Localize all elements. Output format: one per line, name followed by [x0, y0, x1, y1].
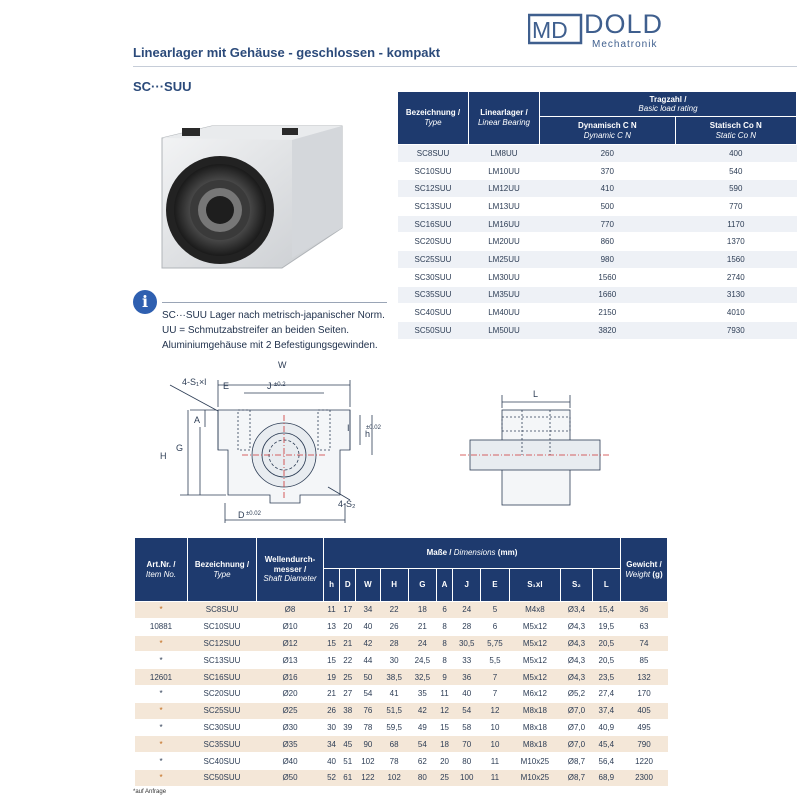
table-cell: 7	[481, 685, 509, 702]
table-cell: 11	[436, 685, 452, 702]
table-cell: *	[135, 769, 188, 786]
table-cell: 500	[540, 198, 676, 216]
table-cell: SC50SUU	[188, 769, 257, 786]
table-cell: 49	[408, 719, 436, 736]
col-dim: h	[324, 569, 340, 602]
table-cell: 102	[356, 753, 380, 770]
table-cell: 22	[380, 602, 408, 619]
table-cell: 410	[540, 180, 676, 198]
table-cell: Ø8	[257, 602, 324, 619]
table-cell: Ø16	[257, 669, 324, 686]
table-cell: 34	[356, 602, 380, 619]
table-cell: 25	[436, 769, 452, 786]
table-cell: 6	[481, 618, 509, 635]
label-four-s2: 4-S₂	[338, 499, 356, 509]
page-title: Linearlager mit Gehäuse - geschlossen - kompakt	[133, 45, 441, 60]
table-cell: 36	[453, 669, 481, 686]
table-cell: 54	[408, 736, 436, 753]
table-cell: SC13SUU	[188, 652, 257, 669]
table-cell: Ø7,0	[561, 702, 592, 719]
col-shaft-diameter: Wellendurch-messer / Shaft Diameter	[257, 538, 324, 602]
table-cell: 68	[380, 736, 408, 753]
table-cell: 80	[408, 769, 436, 786]
table-row	[398, 286, 797, 304]
table-cell: 405	[621, 702, 668, 719]
table-cell: Ø40	[257, 753, 324, 770]
col-linear-bearing: Linearlager / Linear Bearing	[469, 92, 540, 145]
table-cell: 21	[324, 685, 340, 702]
footnote: *auf Anfrage	[133, 789, 167, 795]
table-cell: 13	[324, 618, 340, 635]
table-row	[135, 702, 668, 719]
col-dim: A	[436, 569, 452, 602]
table-cell: Ø7,0	[561, 719, 592, 736]
table-cell: 78	[380, 753, 408, 770]
label-four-s1: 4-S₁×l	[182, 377, 207, 387]
table-cell: *	[135, 685, 188, 702]
table-cell: M5x12	[509, 669, 561, 686]
table-cell: 11	[481, 769, 509, 786]
table-row	[398, 304, 797, 322]
table-cell: LM10UU	[469, 162, 540, 180]
table-cell: 20	[436, 753, 452, 770]
label-e: E	[223, 381, 230, 391]
label-h-big: H	[160, 451, 167, 461]
table-cell: 1170	[675, 215, 796, 233]
table-cell: *	[135, 719, 188, 736]
table-cell: SC35SUU	[188, 736, 257, 753]
table-cell: 9	[436, 669, 452, 686]
table-cell: 19,5	[592, 618, 620, 635]
table-row	[398, 180, 797, 198]
table-row	[135, 685, 668, 702]
table-cell: 19	[324, 669, 340, 686]
table-cell: 5,5	[481, 652, 509, 669]
table-cell: 8	[436, 635, 452, 652]
table-cell: SC25SUU	[188, 702, 257, 719]
table-cell: Ø12	[257, 635, 324, 652]
table-cell: 1560	[675, 251, 796, 269]
table-cell: 42	[408, 702, 436, 719]
label-g: G	[176, 443, 184, 453]
table-cell: 8	[436, 652, 452, 669]
table-cell: Ø50	[257, 769, 324, 786]
table-cell: Ø3,4	[561, 602, 592, 619]
col-designation: Bezeichnung / Type	[398, 92, 469, 145]
table-cell: 24	[408, 635, 436, 652]
table-cell: Ø10	[257, 618, 324, 635]
table-cell: 23,5	[592, 669, 620, 686]
table-cell: 30	[324, 719, 340, 736]
table-cell: M4x8	[509, 602, 561, 619]
col-dim: E	[481, 569, 509, 602]
table-cell: Ø30	[257, 719, 324, 736]
table-row	[135, 652, 668, 669]
table-cell: 6	[436, 602, 452, 619]
table-cell: 790	[621, 736, 668, 753]
table-cell: 26	[324, 702, 340, 719]
table-cell: LM50UU	[469, 321, 540, 339]
table-row	[135, 618, 668, 635]
info-divider	[162, 302, 387, 303]
table-cell: 18	[408, 602, 436, 619]
table-cell: 41	[380, 685, 408, 702]
table-cell: SC16SUU	[398, 215, 469, 233]
table-cell: 38	[340, 702, 356, 719]
table-cell: 26	[380, 618, 408, 635]
table-cell: 170	[621, 685, 668, 702]
info-icon: i	[133, 290, 157, 314]
table-cell: 27	[340, 685, 356, 702]
table-cell: SC10SUU	[398, 162, 469, 180]
info-line: UU = Schmutzabstreifer an beiden Seiten.	[162, 325, 350, 336]
table-cell: 51,5	[380, 702, 408, 719]
table-cell: LM12UU	[469, 180, 540, 198]
table-cell: 56,4	[592, 753, 620, 770]
table-cell: 7	[481, 669, 509, 686]
table-cell: SC30SUU	[398, 268, 469, 286]
table-cell: 132	[621, 669, 668, 686]
md-logo-mark	[528, 12, 584, 46]
table-cell: LM8UU	[469, 145, 540, 163]
table-cell: 58	[453, 719, 481, 736]
table-cell: 30,5	[453, 635, 481, 652]
table-cell: 37,4	[592, 702, 620, 719]
table-cell: 20	[340, 618, 356, 635]
table-cell: Ø7,0	[561, 736, 592, 753]
table-cell: M5x12	[509, 618, 561, 635]
table-cell: SC8SUU	[188, 602, 257, 619]
table-cell: 61	[340, 769, 356, 786]
table-cell: 8	[436, 618, 452, 635]
side-view-drawing	[460, 395, 610, 505]
table-row	[135, 769, 668, 786]
table-cell: 770	[540, 215, 676, 233]
table-cell: 32,5	[408, 669, 436, 686]
table-cell: 5	[481, 602, 509, 619]
table-cell: *	[135, 736, 188, 753]
table-cell: 12	[436, 702, 452, 719]
table-row	[398, 268, 797, 286]
table-cell: Ø8,7	[561, 753, 592, 770]
col-dim: S₁xl	[509, 569, 561, 602]
col-dynamic: Dynamisch C N Dynamic C N	[540, 117, 676, 145]
table-cell: SC13SUU	[398, 198, 469, 216]
table-cell: 21	[408, 618, 436, 635]
table-cell: 40,9	[592, 719, 620, 736]
table-cell: *	[135, 753, 188, 770]
label-h-tol: ±0.02	[366, 425, 381, 431]
table-cell: 590	[675, 180, 796, 198]
svg-text:MD: MD	[532, 17, 568, 43]
table-cell: 28	[380, 635, 408, 652]
table-row	[135, 669, 668, 686]
table-cell: 10	[481, 719, 509, 736]
table-cell: 24	[453, 602, 481, 619]
dold-logo	[528, 9, 698, 50]
table-cell: M8x18	[509, 719, 561, 736]
table-cell: LM40UU	[469, 304, 540, 322]
table-cell: 28	[453, 618, 481, 635]
table-cell: Ø4,3	[561, 652, 592, 669]
table-cell: 2150	[540, 304, 676, 322]
table-cell: M8x18	[509, 736, 561, 753]
table-cell: Ø4,3	[561, 669, 592, 686]
table-cell: 1370	[675, 233, 796, 251]
table-cell: Ø4,3	[561, 618, 592, 635]
table-row	[135, 753, 668, 770]
table-cell: 63	[621, 618, 668, 635]
table-cell: 2740	[675, 268, 796, 286]
info-line: SC···SUU Lager nach metrisch-japanischer Norm.	[162, 310, 385, 321]
info-text	[162, 308, 385, 353]
table-cell: LM30UU	[469, 268, 540, 286]
col-dim: J	[453, 569, 481, 602]
table-cell: 27,4	[592, 685, 620, 702]
table-cell: M8x18	[509, 702, 561, 719]
table-cell: M5x12	[509, 635, 561, 652]
col-dim: H	[380, 569, 408, 602]
table-cell: 260	[540, 145, 676, 163]
table-cell: 45	[340, 736, 356, 753]
table-row	[398, 198, 797, 216]
table-cell: 10881	[135, 618, 188, 635]
table-cell: SC20SUU	[188, 685, 257, 702]
table-cell: 17	[340, 602, 356, 619]
label-w: W	[278, 360, 287, 370]
table-cell: LM35UU	[469, 286, 540, 304]
col-type: Bezeichnung / Type	[188, 538, 257, 602]
table-cell: LM16UU	[469, 215, 540, 233]
table-cell: 45,4	[592, 736, 620, 753]
table-cell: LM13UU	[469, 198, 540, 216]
label-j: J	[267, 381, 272, 391]
table-cell: *	[135, 602, 188, 619]
label-i: I	[347, 423, 350, 433]
col-dimensions: Maße / Dimensions (mm)	[324, 538, 621, 569]
table-cell: 102	[380, 769, 408, 786]
table-cell: 1220	[621, 753, 668, 770]
table-cell: 40	[356, 618, 380, 635]
table-cell: 400	[675, 145, 796, 163]
table-row	[398, 215, 797, 233]
table-cell: 38,5	[380, 669, 408, 686]
table-cell: 11	[324, 602, 340, 619]
col-weight: Gewicht / Weight (g)	[621, 538, 668, 602]
table-cell: 770	[675, 198, 796, 216]
load-rating-table	[397, 91, 797, 340]
table-cell: 40	[453, 685, 481, 702]
col-dim: S₂	[561, 569, 592, 602]
table-cell: Ø35	[257, 736, 324, 753]
table-cell: Ø20	[257, 685, 324, 702]
table-cell: 20,5	[592, 652, 620, 669]
table-cell: 50	[356, 669, 380, 686]
table-cell: LM25UU	[469, 251, 540, 269]
table-cell: 15,4	[592, 602, 620, 619]
table-cell: 5,75	[481, 635, 509, 652]
table-cell: M10x25	[509, 769, 561, 786]
table-cell: M10x25	[509, 753, 561, 770]
table-cell: SC12SUU	[188, 635, 257, 652]
table-cell: M6x12	[509, 685, 561, 702]
table-cell: Ø25	[257, 702, 324, 719]
table-cell: 85	[621, 652, 668, 669]
table-cell: 18	[436, 736, 452, 753]
table-row	[135, 635, 668, 652]
table-cell: 10	[481, 736, 509, 753]
table-cell: 7930	[675, 321, 796, 339]
table-row	[398, 145, 797, 163]
table-cell: 34	[324, 736, 340, 753]
table-cell: SC16SUU	[188, 669, 257, 686]
table-cell: 25	[340, 669, 356, 686]
table-cell: 22	[340, 652, 356, 669]
table-cell: Ø4,3	[561, 635, 592, 652]
table-cell: SC50SUU	[398, 321, 469, 339]
dimensions-table	[134, 537, 668, 787]
table-cell: 4010	[675, 304, 796, 322]
table-cell: 1660	[540, 286, 676, 304]
table-cell: LM20UU	[469, 233, 540, 251]
table-cell: 15	[324, 635, 340, 652]
col-dim: W	[356, 569, 380, 602]
col-dim: L	[592, 569, 620, 602]
label-l: L	[533, 389, 539, 399]
product-image	[152, 118, 346, 272]
table-cell: 15	[324, 652, 340, 669]
table-cell: SC35SUU	[398, 286, 469, 304]
table-cell: 3820	[540, 321, 676, 339]
table-row	[398, 162, 797, 180]
table-cell: 495	[621, 719, 668, 736]
table-cell: 100	[453, 769, 481, 786]
table-cell: 90	[356, 736, 380, 753]
table-cell: 42	[356, 635, 380, 652]
table-cell: 39	[340, 719, 356, 736]
table-cell: 36	[621, 602, 668, 619]
table-row	[398, 251, 797, 269]
col-static: Statisch Co N Static Co N	[675, 117, 796, 145]
logo-subtext: Mechatronik	[592, 39, 658, 50]
table-cell: 122	[356, 769, 380, 786]
table-cell: 3130	[675, 286, 796, 304]
table-cell: 33	[453, 652, 481, 669]
table-cell: *	[135, 652, 188, 669]
technical-drawings	[150, 355, 800, 535]
table-cell: 44	[356, 652, 380, 669]
table-cell: 70	[453, 736, 481, 753]
table-cell: 12601	[135, 669, 188, 686]
table-cell: 52	[324, 769, 340, 786]
table-cell: 2300	[621, 769, 668, 786]
table-cell: 11	[481, 753, 509, 770]
table-cell: 20,5	[592, 635, 620, 652]
table-cell: 15	[436, 719, 452, 736]
table-cell: Ø5,2	[561, 685, 592, 702]
table-cell: SC8SUU	[398, 145, 469, 163]
table-cell: Ø13	[257, 652, 324, 669]
model-name: SC···SUU	[133, 79, 192, 94]
table-cell: 1560	[540, 268, 676, 286]
table-cell: 59,5	[380, 719, 408, 736]
table-cell: 35	[408, 685, 436, 702]
table-cell: 74	[621, 635, 668, 652]
table-cell: *	[135, 702, 188, 719]
col-load-rating: Tragzahl / Basic load rating	[540, 92, 797, 117]
label-d: D	[238, 510, 245, 520]
label-a: A	[194, 415, 201, 425]
table-cell: SC10SUU	[188, 618, 257, 635]
col-dim: G	[408, 569, 436, 602]
title-divider	[133, 66, 797, 67]
table-cell: 54	[356, 685, 380, 702]
table-cell: M5x12	[509, 652, 561, 669]
col-item-no: Art.Nr. / Item No.	[135, 538, 188, 602]
table-cell: 68,9	[592, 769, 620, 786]
table-cell: 12	[481, 702, 509, 719]
table-cell: 76	[356, 702, 380, 719]
table-cell: 21	[340, 635, 356, 652]
table-cell: SC40SUU	[398, 304, 469, 322]
table-cell: 980	[540, 251, 676, 269]
table-cell: 80	[453, 753, 481, 770]
table-cell: 62	[408, 753, 436, 770]
label-j-tol: ±0.2	[274, 382, 286, 388]
table-row	[398, 233, 797, 251]
table-cell: SC40SUU	[188, 753, 257, 770]
table-cell: Ø8,7	[561, 769, 592, 786]
label-h-small: h	[365, 429, 371, 439]
table-cell: 51	[340, 753, 356, 770]
table-cell: 30	[380, 652, 408, 669]
table-cell: 24,5	[408, 652, 436, 669]
col-dim: D	[340, 569, 356, 602]
table-cell: 78	[356, 719, 380, 736]
table-row	[398, 321, 797, 339]
table-cell: 54	[453, 702, 481, 719]
table-row	[135, 602, 668, 619]
table-cell: 370	[540, 162, 676, 180]
table-row	[135, 719, 668, 736]
table-cell: SC25SUU	[398, 251, 469, 269]
table-cell: 540	[675, 162, 796, 180]
table-cell: SC20SUU	[398, 233, 469, 251]
table-cell: 40	[324, 753, 340, 770]
logo-text: DOLD	[584, 9, 664, 39]
table-cell: *	[135, 635, 188, 652]
table-cell: SC30SUU	[188, 719, 257, 736]
table-cell: SC12SUU	[398, 180, 469, 198]
table-cell: 860	[540, 233, 676, 251]
info-line: Aluminiumgehäuse mit 2 Befestigungsgewinden.	[162, 340, 378, 351]
table-row	[135, 736, 668, 753]
label-d-tol: ±0.02	[246, 511, 261, 517]
